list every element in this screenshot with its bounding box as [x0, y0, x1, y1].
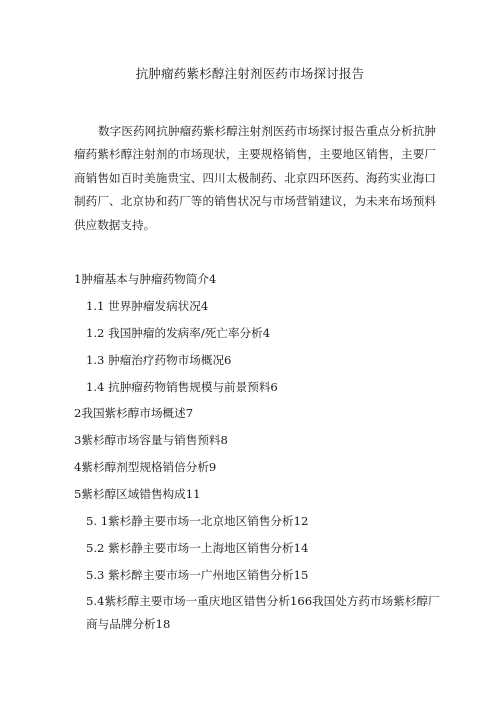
toc-item: 3紫杉醇市场容量与销售预料8	[74, 433, 228, 448]
toc-item: 1肿瘤基本与肿瘤药物简介4	[74, 272, 217, 286]
toc-item: 5紫杉醇区域错售构成11	[74, 487, 201, 502]
toc-item: 1.1 世界肿瘤发病状况4	[86, 298, 209, 313]
toc-item: 5. 1紫杉静主要市场一北京地区销售分析12	[86, 514, 309, 529]
toc-item: 1.2 我国肿瘤的发病率/死亡率分析4	[86, 325, 271, 340]
toc-item: 2我国紫杉醇市场概述7	[74, 406, 194, 421]
document-title: 抗肿瘤药紫杉醇注射剂医药市场探讨报告	[135, 66, 365, 81]
intro-paragraph: 数字医药网抗肿瘤药紫杉醇注射剂医药市场探讨报告重点分析抗肿瘤药紫杉醇注射剂的市场现状，主要规格销售，主要地区销售，主要厂商销售如百时美施贵宝、四川太极制药、北京四环医药、海药实业海口制药厂、北京协和药厂等的销售状况与市场营销建议，为未来布场预料供应数据支持。	[74, 124, 436, 232]
toc-item: 4紫杉醇剂型规格销倍分析9	[74, 460, 217, 475]
toc-item: 1.4 抗肿瘤药物销售规模与前景预料6	[86, 379, 278, 394]
table-of-contents	[74, 271, 444, 647]
toc-item: 1.3 肿瘤治疗药物市场概况6	[86, 352, 232, 367]
toc-item: 5.4紫杉醇主要市场一重庆地区错售分析166我国处方药市场紫杉醇厂商与品牌分析18	[86, 593, 440, 632]
toc-item: 5.2 紫杉静主要市场一上海地区销售分析14	[86, 540, 309, 555]
toc-item: 5.3 紫杉醉主要市场一广州地区销售分析15	[86, 567, 309, 582]
